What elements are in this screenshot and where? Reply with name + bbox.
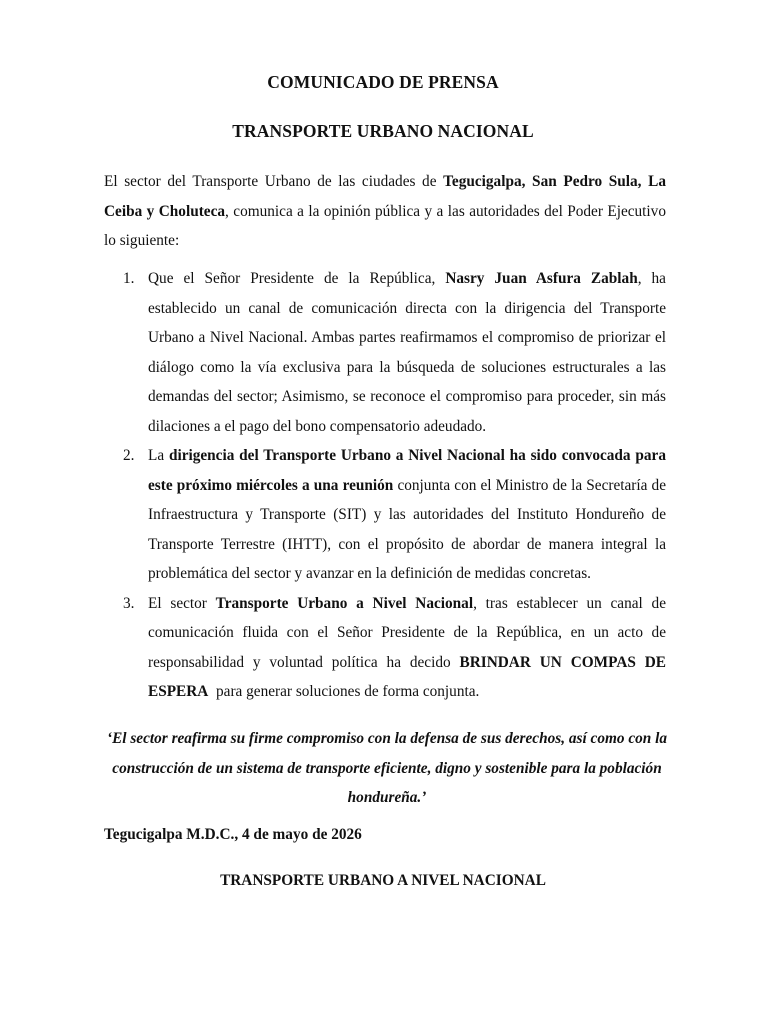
list-item-1 [104, 264, 666, 441]
date-line: Tegucigalpa M.D.C., 4 de mayo de 2026 [104, 826, 362, 843]
intro-text-2: , comunica a la opinión pública y a las autoridades del Poder Ejecutivo lo siguiente: [104, 202, 666, 249]
list-item-number: 1. [123, 270, 135, 287]
intro-paragraph [104, 167, 666, 256]
list-item-text: El sector [148, 594, 216, 612]
closing-quote: ‘El sector reafirma su firme compromiso con la defensa de sus derechos, así como con la construcción de un sistema de transporte eficiente, digno y sostenible para la población hondureña.’ [106, 730, 668, 806]
intro-cities: Tegucigalpa, San Pedro Sula, La Ceiba y Choluteca [104, 173, 666, 220]
list-item-bold: Nasry Juan Asfura Zablah [445, 270, 638, 287]
document-title: COMUNICADO DE PRENSA [267, 72, 499, 92]
list-item-text: para generar soluciones de forma conjunta. [208, 683, 480, 700]
list-item-text: La [148, 447, 169, 464]
list-item-text: Que el Señor Presidente de la República, [148, 270, 446, 287]
signature: TRANSPORTE URBANO A NIVEL NACIONAL [220, 872, 546, 889]
list-item-bold: BRINDAR UN COMPAS DE ESPERA [148, 653, 666, 700]
list-item-text: , ha establecido un canal de comunicación directa con la dirigencia del Transporte Urbano a Nivel Nacional. Ambas partes reafirmamos el compromiso de priorizar el diálogo como la vía exclusiva para la búsqueda de soluciones estructurales a las demandas del sector; Asimismo, se reconoce el compromiso para proceder, sin más dilaciones a el pago del bono compensatorio adeudado. [148, 270, 666, 435]
list-item-bold: dirigencia del Transporte Urbano a Nivel Nacional ha sido convocada para este próximo miércoles a una reunión [148, 447, 666, 494]
list-item-3 [104, 589, 666, 707]
numbered-list [104, 264, 666, 707]
list-item-text: , tras establecer un canal de comunicación fluida con el Señor Presidente de la República, en un acto de responsabilidad y voluntad política ha decido [148, 594, 666, 671]
list-item-2 [104, 441, 666, 589]
document-subtitle: TRANSPORTE URBANO NACIONAL [232, 121, 534, 141]
list-item-number: 2. [123, 447, 135, 464]
list-item-bold: Transporte Urbano a Nivel Nacional [215, 594, 474, 612]
intro-text-1: El sector del Transporte Urbano de las ciudades de [104, 173, 444, 190]
list-item-number: 3. [123, 594, 135, 612]
list-item-text: conjunta con el Ministro de la Secretaría de Infraestructura y Transporte (SIT) y las autoridades del Instituto Hondureño de Transporte Terrestre (IHTT), con el propósito de abordar de manera integral la problemática del sector y avanzar en la definición de medidas concretas. [148, 476, 666, 582]
